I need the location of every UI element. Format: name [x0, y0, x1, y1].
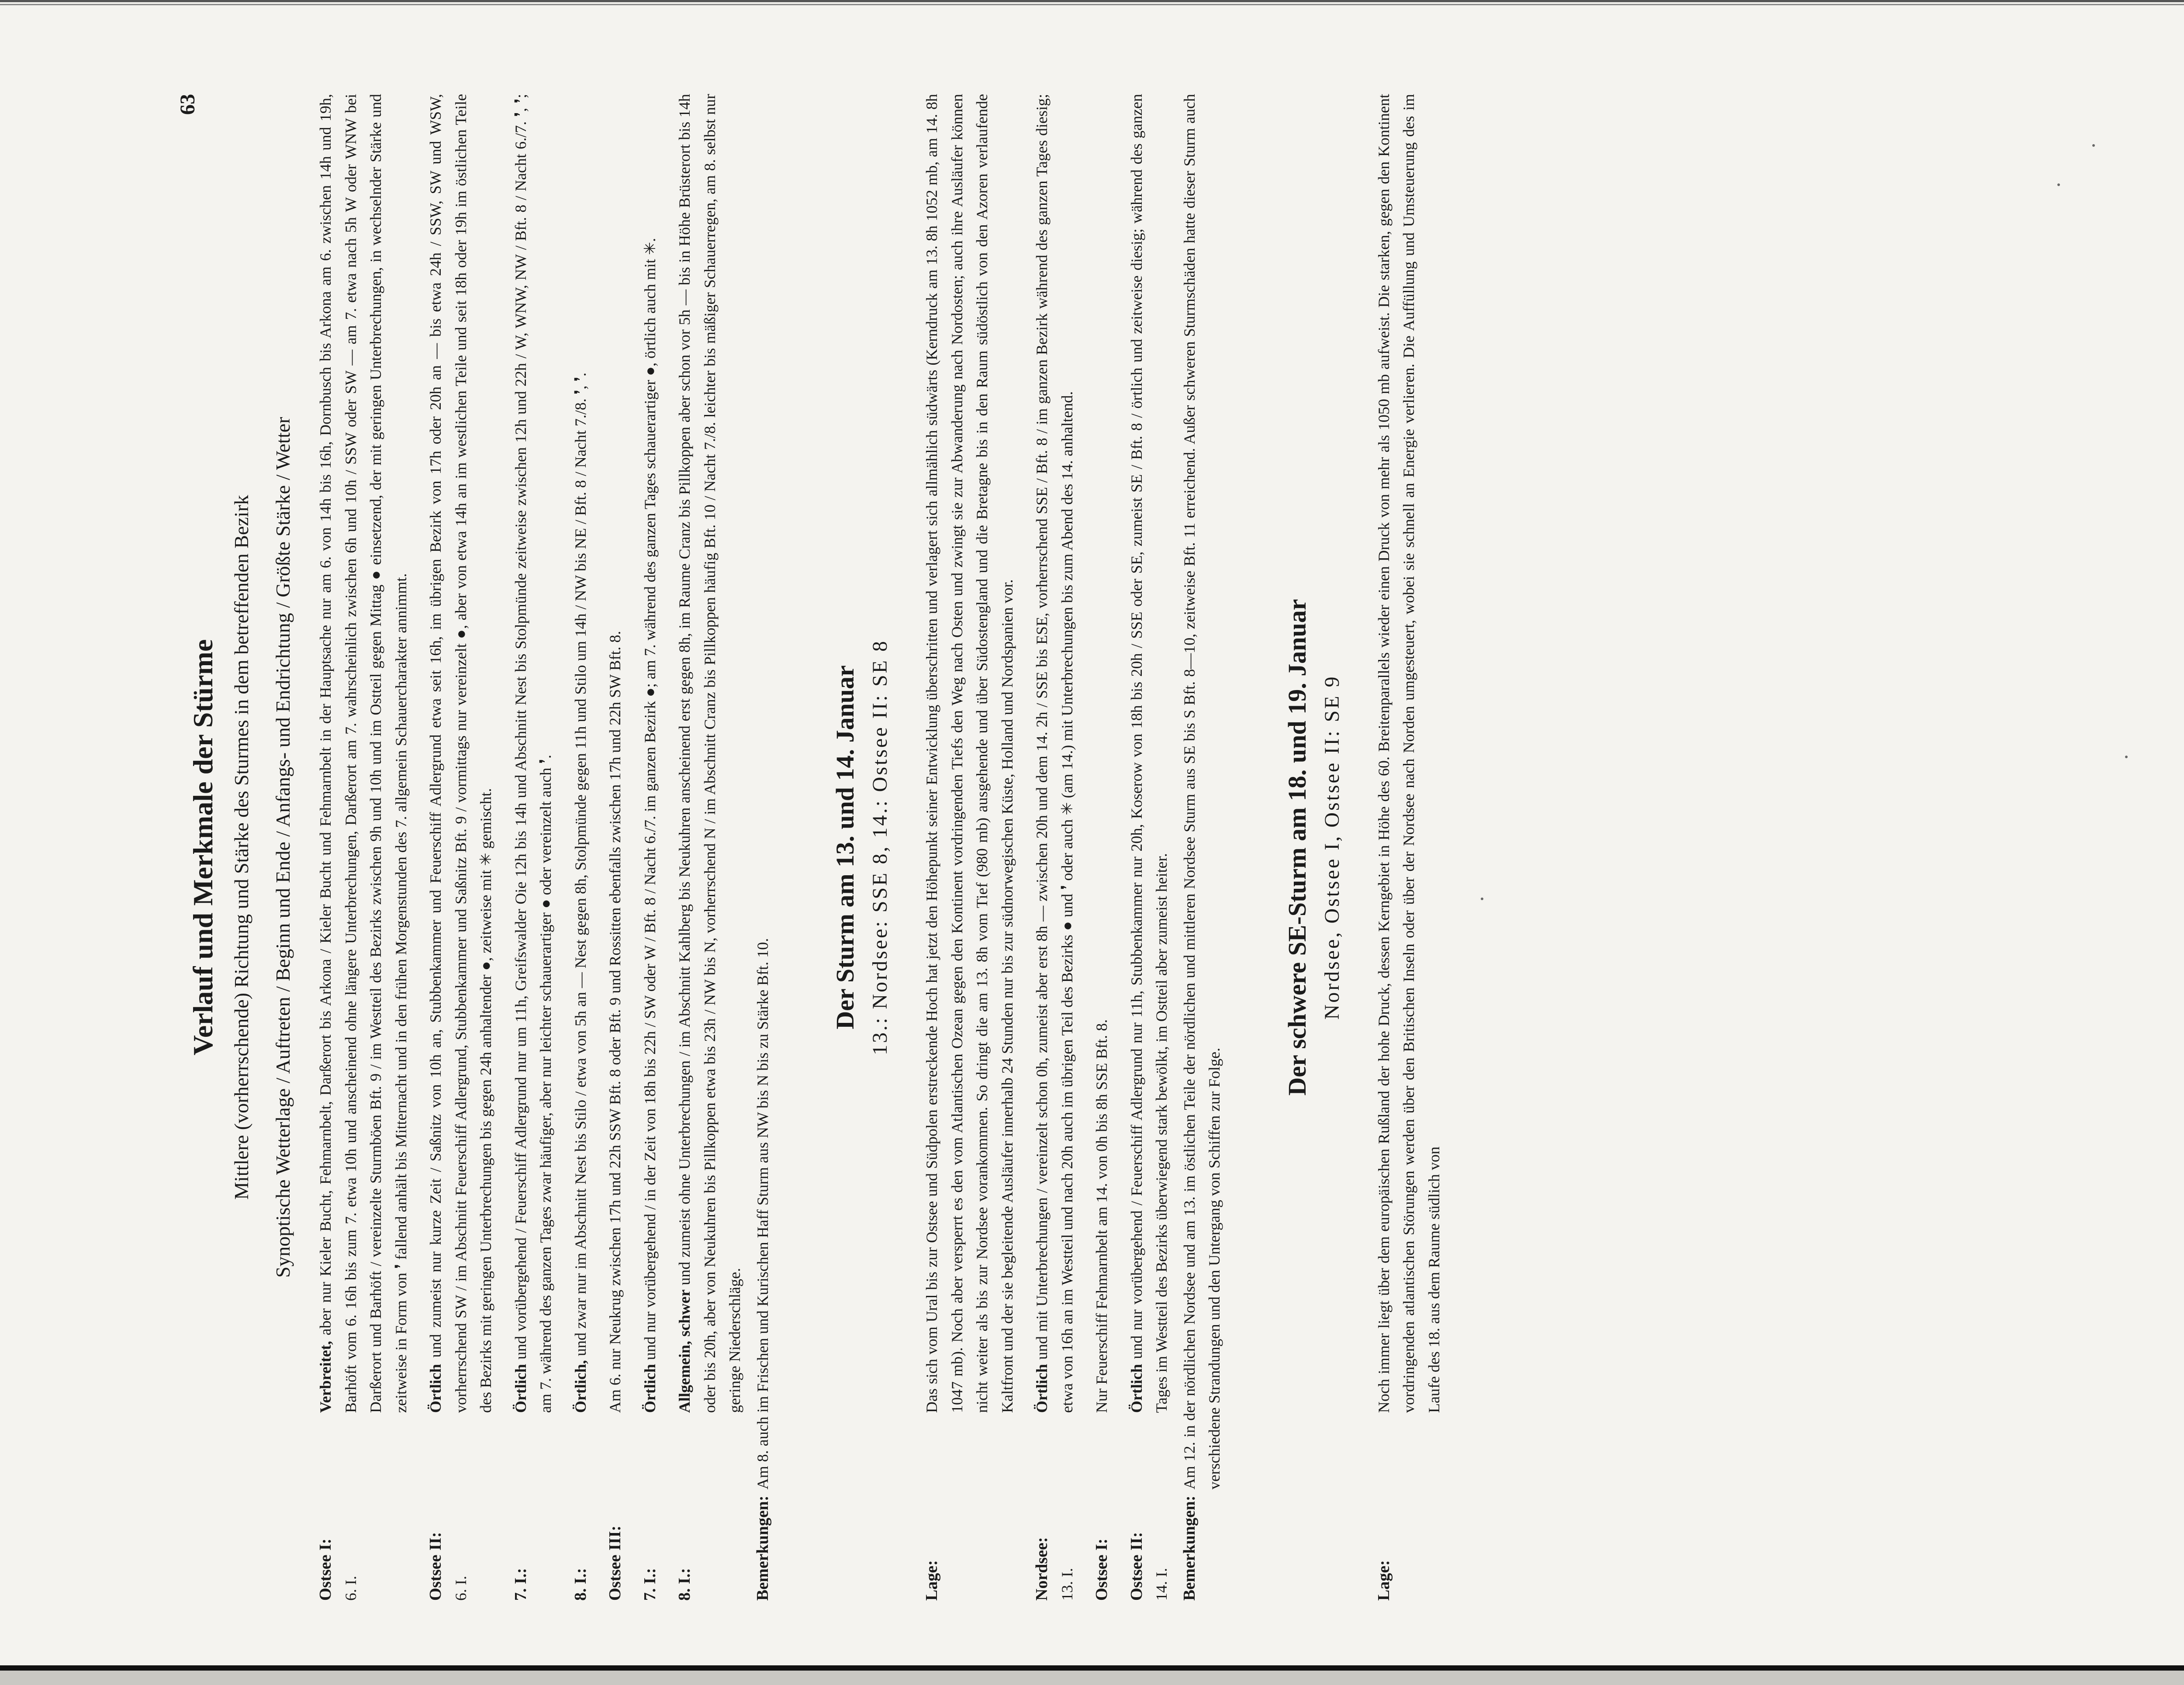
remarks-2: [1177, 94, 1227, 1601]
region-name: 7. I.:: [640, 1568, 659, 1601]
remarks-text: Am 12. in der nördlichen Nordsee und am 13. im östlichen Teile der nördlichen und mittleren Nordsee Sturm aus SE bis S Bft. 8—10, zeitweise Bft. 11 erreichend. Außer schweren Sturmschäden hatte dieser Sturm auch verschiedene Strandungen und den Untergang von Schiffen zur Folge.: [1180, 94, 1223, 1490]
region-lead: Örtlich,: [571, 1360, 589, 1413]
remarks-label: Bemerkungen:: [1180, 1495, 1199, 1601]
region-body: Noch immer liegt über dem europäischen Rußland der hohe Druck, dessen Kerngebiet in Höhe des 60. Breitenparallels wieder einen Druck von mehr als 1050 mb aufweist. Die starken, gegen den Kontinent vordringenden atlantischen Störungen werden über den Britischen Inseln oder über der Nordsee nach Norden umgesteuert, wobei sie schnell an Energie verlieren. Die Auffüllung und Umsteuerung des im Laufe des 18. aus dem Raume südlich von: [1375, 94, 1443, 1413]
region-text: [603, 94, 628, 1413]
region-body: und zwar nur im Abschnitt Nest bis Stilo / etwa von 5h an — Nest gegen 8h, Stolpmünde gegen 11h und Stilo um 14h / NW bis NE / Bft. 8 / Nacht 7./8. ❜, ❜.: [571, 373, 589, 1360]
region-name: Ostsee II:: [1127, 1532, 1146, 1601]
region-name: Ostsee I:: [316, 1538, 335, 1601]
section3-subtitle: Nordsee, Ostsee I, Ostsee II: SE 9: [1320, 675, 1344, 1020]
scan-edge-bottom: [0, 1662, 2184, 1685]
region-text: [508, 94, 559, 1413]
region-lead: Örtlich: [427, 1364, 444, 1413]
region-text: [1089, 94, 1115, 1413]
section2-subtitle: 13.: Nordsee: SSE 8, 14.: Ostsee II: SE 8: [868, 639, 892, 1055]
region-label: [603, 1413, 628, 1601]
region-name: 8. I.:: [571, 1568, 590, 1601]
region-body: und mit Unterbrechungen / vereinzelt schon 0h, zumeist aber erst 8h — zwischen 20h und dem 14. 2h / SSE bis ESE, vorherrschend SSE / Bft. 8 / im ganzen Bezirk während des ganzen Tages diesig; etwa von 16h an im Westteil und nach 20h auch im übrigen Teil des Bezirks ● und ❜ oder auch ✳ (am 14.) mit Unterbrechungen bis zum Abend des 14. anhaltend.: [1033, 94, 1076, 1413]
region-label: [313, 1413, 414, 1601]
rotated-page: [175, 94, 1747, 1601]
region-lead: Verbreitet,: [317, 1341, 334, 1413]
region-body: und vorübergehend / Feuerschiff Adlergrund nur um 11h, Greifswalder Oie 12h bis 14h und Abschnitt Nest bis Stolpmünde zeitweise zwischen 12h und 22h / W, WNW, NW / Bft. 8 / Nacht 6./7. ❜, ❜; am 7. während des ganzen Tages zwar häufiger, aber nur leichter schauerartiger ● oder vereinzelt auch ❜.: [511, 94, 554, 1413]
region-label: [1030, 1413, 1080, 1601]
region-label: [1089, 1413, 1115, 1601]
region-entry: [1372, 94, 1447, 1601]
region-entry: [1124, 94, 1175, 1601]
region-label: [919, 1413, 1020, 1601]
region-name: Ostsee II:: [426, 1532, 445, 1601]
region-body: und zumeist nur kurze Zeit / Saßnitz von 10h an, Stubbenkammer und Feuerschiff Adlergrund etwa seit 16h, im übrigen Bezirk von 17h oder 20h an — bis etwa 24h / SSW, SW und WSW, vorherrschend SW / im Abschnitt Feuerschiff Adlergrund, Stubbenkammer und Saßnitz Bft. 9 / vormittags nur vereinzelt ●, aber von etwa 14h an im westlichen Teile und seit 18h oder 19h im östlichen Teile des Bezirks mit geringen Unterbrechungen bis gegen 24h anhaltender ●, zeitweise mit ✳ gemischt.: [427, 94, 494, 1413]
region-label: [638, 1413, 663, 1601]
section3-entries: [1372, 94, 1447, 1601]
region-label: [568, 1413, 594, 1601]
region-entry: [603, 94, 628, 1601]
region-name: Lage:: [1374, 1560, 1393, 1601]
region-date: 13. I.: [1058, 1568, 1076, 1601]
region-body: aber nur Kieler Bucht, Fehmarnbelt, Darßerort bis Arkona / Kieler Bucht und Fehmarnbelt in der Hauptsache nur am 6. von 14h bis 16h, Dornbusch bis Arkona am 6. zwischen 14h und 19h, Barhöft vom 6. 16h bis zum 7. etwa 10h und anscheinend ohne längere Unterbrechungen, Darßerort am 7. wahrscheinlich zwischen 6h und 10h / SSW oder SW — am 7. etwa nach 5h W oder WNW bei Darßerort und Barhöft / vereinzelte Sturmböen Bft. 9 / im Westteil des Bezirks zwischen 9h und 10h und im Ostteil gegen Mittag ● einsetzend, der mit geringen Unterbrechungen, in wechselnder Stärke und zeitweise in Form von ❜ fallend anhält bis Mitternacht und in den frühen Morgenstunden des 7. allgemein Schauercharakter annimmt.: [317, 94, 410, 1413]
section2-title: Der Sturm am 13. und 14. Januar: [831, 665, 859, 1029]
region-text: [1124, 94, 1175, 1413]
region-date: 6. I.: [452, 1576, 470, 1601]
region-entry: [423, 94, 499, 1601]
region-label: [1372, 1413, 1447, 1601]
region-lead: Örtlich: [511, 1364, 529, 1413]
remarks-text: Am 8. auch im Frischen und Kurischen Haff Sturm aus NW bis N bis zu Stärke Bft. 10.: [753, 938, 771, 1490]
region-label: [508, 1413, 559, 1601]
region-body: und nur vorübergehend / in der Zeit von 18h bis 22h / SW oder W / Bft. 8 / Nacht 6./7. im ganzen Bezirk ●; am 7. während des ganzen Tages schauerartiger ●, örtlich auch mit ✳.: [641, 238, 659, 1364]
region-text: [313, 94, 414, 1413]
region-entry: [638, 94, 663, 1601]
region-entry: [1030, 94, 1080, 1601]
region-text: [672, 94, 748, 1413]
region-label: [423, 1413, 499, 1601]
region-name: 8. I.:: [675, 1568, 694, 1601]
region-label: [672, 1413, 748, 1601]
region-body: und zumeist ohne Unterbrechungen / im Abschnitt Kahlberg bis Neukuhren anscheinend erst gegen 8h, im Raume Cranz bis Pillkoppen aber schon vor 5h — bis in Höhe Brüsterort bis 14h oder bis 20h, aber von Neukuhren bis Pillkoppen etwa bis 23h / NW bis N, vorherrschend N / im Abschnitt Cranz bis Pillkoppen häufig Bft. 10 / Nacht 7./8. leichter bis mäßiger Schauerregen, am 8. selbst nur geringe Niederschläge.: [676, 94, 743, 1413]
region-body: Am 6. nur Neukrug zwischen 17h und 22h SSW Bft. 8 oder Bft. 9 und Rossitten ebenfalls zwischen 17h und 22h SW Bft. 8.: [606, 631, 624, 1413]
region-date: 6. I.: [342, 1576, 359, 1601]
region-text: [638, 94, 663, 1413]
region-body: Nur Feuerschiff Fehmarnbelt am 14. von 0h bis 8h SSE Bft. 8.: [1093, 1019, 1110, 1413]
region-text: [423, 94, 499, 1413]
scan-speck: [2125, 756, 2128, 758]
region-text: [568, 94, 594, 1413]
region-name: Ostsee I:: [1092, 1538, 1111, 1601]
region-entry: [1089, 94, 1115, 1601]
region-entry: [672, 94, 748, 1601]
region-entry: [568, 94, 594, 1601]
page-subtitle-2: Synoptische Wetterlage / Auftreten / Beginn und Ende / Anfangs- und Endrichtung / Größte Stärke / Wetter: [272, 417, 294, 1278]
region-lead: Allgemein, schwer: [676, 1289, 693, 1413]
page-title: Verlauf und Merkmale der Stürme: [187, 639, 218, 1056]
section1-entries: [313, 94, 748, 1601]
region-lead: Örtlich: [1127, 1364, 1145, 1413]
region-date: 14. I.: [1153, 1568, 1170, 1601]
region-name: Lage:: [923, 1560, 941, 1601]
region-name: 7. I.:: [511, 1568, 530, 1601]
region-body: Das sich vom Ural bis zur Ostsee und Südpolen erstreckende Hoch hat jetzt den Höhepunkt seiner Entwicklung überschritten und verlagert sich allmählich südwärts (Kerndruck am 13. 8h 1052 mb, am 14. 8h 1047 mb). Noch aber versperrt es den vom Atlantischen Ozean gegen den Kontinent vordringenden Tiefs den Weg nach Osten und zwingt sie zur Abwanderung nach Nordosten; auch ihre Ausläufer können nicht weiter als bis zur Nordsee vorankommen. So dringt die am 13. 8h vom Tief (980 mb) ausgehende und über Südostengland und die Bretagne bis in den Raum südöstlich von den Azoren verlaufende Kaltfront und der sie begleitende Ausläufer innerhalb 24 Stunden nur bis zur südnorwegischen Küste, Holland und Nordspanien vor.: [923, 94, 1016, 1413]
page-subtitle: Mittlere (vorherrschende) Richtung und Stärke des Sturmes in dem betreffenden Bezirk: [230, 495, 252, 1200]
region-entry: [313, 94, 414, 1601]
region-text: [1372, 94, 1447, 1413]
scan-speck: [2057, 183, 2060, 186]
scan-edge-top: [0, 0, 2184, 7]
section3-title: Der schwere SE-Sturm am 18. und 19. Januar: [1282, 599, 1311, 1096]
region-body: und nur vorübergehend / Feuerschiff Adlergrund nur 11h, Stubbenkammer nur 20h, Koserow von 18h bis 20h / SSE oder SE, zumeist SE / Bft. 8 / örtlich und zeitweise diesig; während des ganzen Tages im Westteil des Bezirks überwiegend stark bewölkt, im Ostteil aber zumeist heiter.: [1127, 94, 1170, 1413]
remarks-label: Bemerkungen:: [753, 1495, 772, 1601]
region-text: [1030, 94, 1080, 1413]
region-text: [919, 94, 1020, 1413]
region-lead: Örtlich: [1033, 1364, 1051, 1413]
region-name: Ostsee III:: [606, 1525, 624, 1601]
section2-entries: [919, 94, 1175, 1601]
region-lead: Örtlich: [641, 1364, 659, 1413]
region-name: Nordsee:: [1033, 1537, 1051, 1601]
scan-speck: [2092, 144, 2095, 147]
region-label: [1124, 1413, 1175, 1601]
page-number: 63: [176, 94, 199, 115]
remarks-1: [750, 94, 776, 1601]
region-entry: [508, 94, 559, 1601]
region-entry: [919, 94, 1020, 1601]
